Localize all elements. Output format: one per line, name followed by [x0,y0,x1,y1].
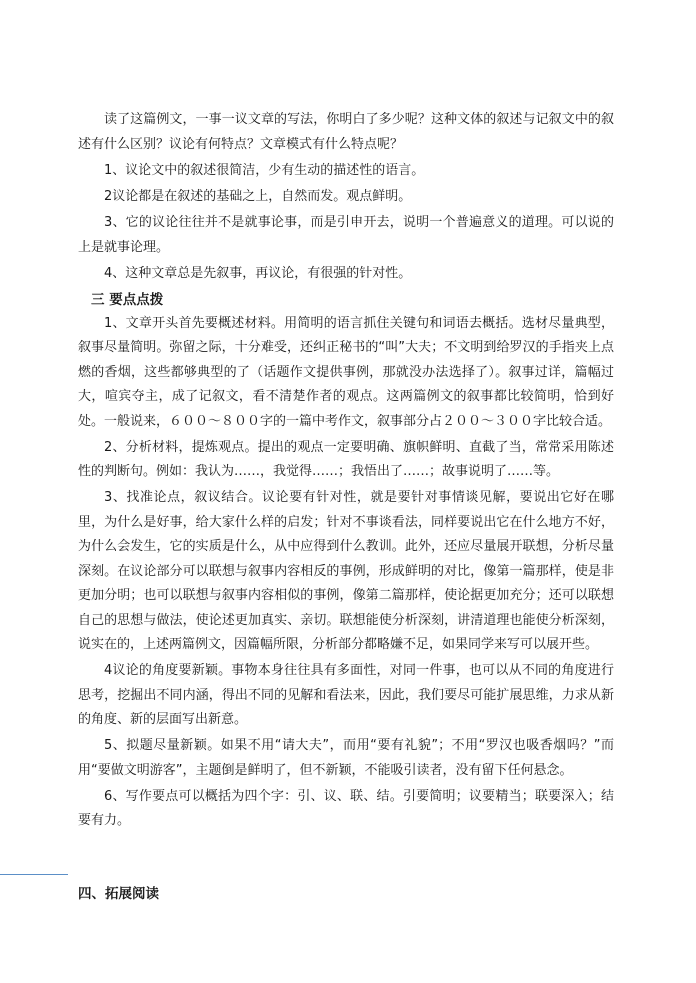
answer-2: 2议论都是在叙述的基础之上，自然而发。观点鲜明。 [104,189,412,204]
key-point-4: 4议论的角度要新颖。事物本身往往具有多面性，对同一件事，也可以从不同的角度进行思考，挖掘出不同内涵，得出不同的见解和看法来，因此，我们要尽可能扩展思维，力求从新的角度、新的层面写出新意。 [78,663,614,727]
answer-1: 1、议论文中的叙述很简洁，少有生动的描述性的语言。 [104,163,425,178]
section-4-wrapper [78,882,159,906]
key-point-5: 5、拟题尽量新颖。如果不用“请大夫”，而用“要有礼貌”；不用“罗汉也吸香烟吗？”而用“要做文明游客”，主题倒是鲜明了，但不新颖，不能吸引读者，没有留下任何悬念。 [78,738,614,778]
document-body [78,108,614,835]
key-point-3: 3、找准论点，叙议结合。议论要有针对性，就是要针对事情谈见解，要说出它好在哪里，为什么是好事，给大家什么样的启发；针对不事谈看法，同样要说出它在什么地方不好，为什么会发生，它的实质是什么，从中应得到什么教训。此外，还应尽量展开联想，分析尽量深刻。在议论部分可以联想与叙事内容相反的事例，形成鲜明的对比，像第一篇那样，使是非更加分明；也可以联想与叙事内容相似的事例，像第二篇那样，使论据更加充分；还可以联想自己的思想与做法，使论述更加真实、亲切。联想能使分析深刻，讲清道理也能使分析深刻，说实在的，上述两篇例文，因篇幅所限，分析部分都略嫌不足，如果同学来写可以展开些。 [78,490,614,652]
answer-4: 4、这种文章总是先叙事，再议论，有很强的针对性。 [104,265,412,281]
key-point-2: 2、分析材料，提炼观点。提出的观点一定要明确、旗帜鲜明、直截了当，常常采用陈述性的判断句。例如：我认为……，我觉得……；我悟出了……；故事说明了……等。 [78,439,614,479]
footnote-divider [0,874,68,875]
key-point-1: 1、文章开头首先要概述材料。用简明的语言抓住关键句和词语去概括。选材尽量典型，叙事尽量简明。弥留之际，十分难受，还纠正秘书的“叫”大夫；不文明到给罗汉的手指夹上点燃的香烟，这些都够典型的了（话题作文提供事例，那就没办法选择了）。叙事过详，篇幅过大，喧宾夺主，成了记叙文，看不清楚作者的观点。这两篇例文的叙事都比较简明，恰到好处。一般说来，６００～８００字的一篇中考作文，叙事部分占２００～３００字比较合适。 [78,315,614,429]
section-heading-extended-reading: 四、拓展阅读 [78,886,159,902]
section-heading-key-points: 三 要点点拨 [91,291,164,308]
intro-paragraph: 读了这篇例文，一事一议文章的写法，你明白了多少呢？这种文体的叙述与记叙文中的叙述有什么区别？议论有何特点？文章模式有什么特点呢？ [78,112,614,152]
key-point-6: 6、写作要点可以概括为四个字：引、议、联、结。引要简明；议要精当；联要深入；结要有力。 [78,788,614,828]
answer-3: 3、它的议论往往并不是就事论事，而是引申开去，说明一个普遍意义的道理。可以说的上是就事论理。 [78,215,614,255]
